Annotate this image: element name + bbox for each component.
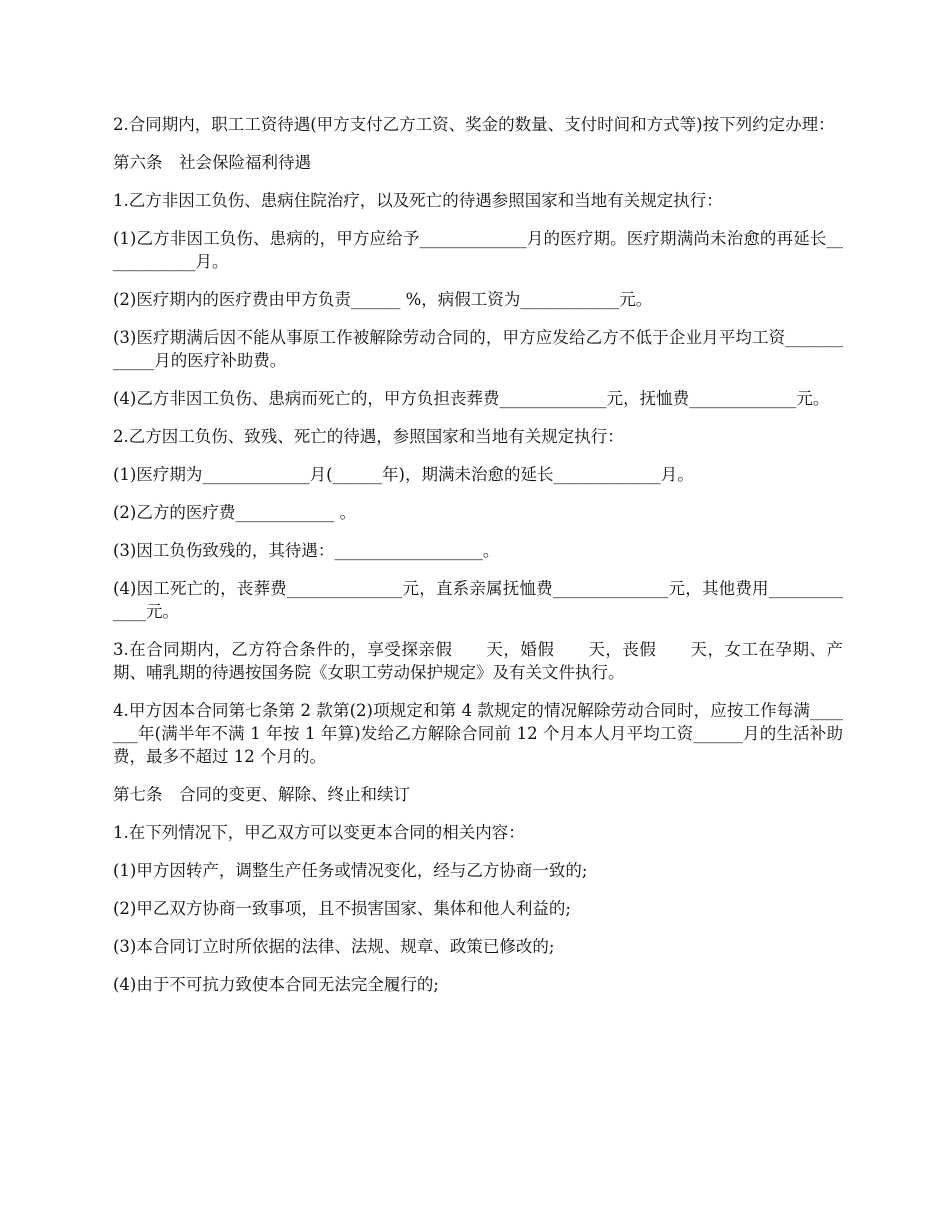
item-force-majeure: (4)由于不可抗力致使本合同无法完全履行的; xyxy=(113,975,439,994)
clause-termination-subsidy: 4.甲方因本合同第七条第 2 款第(2)项规定和第 4 款规定的情况解除劳动合同时，应按工作每满_______年(满半年不满 1 年按 1 年算)发给乙方解除合同前 12 个月本人月平均工资______月的生活补助费，最多不超过 12 个月的。 xyxy=(113,701,843,766)
clause-leave-entitlements: 3.在合同期内，乙方符合条件的，享受探亲假 天，婚假 天，丧假 天，女工在孕期、产期、哺乳期的待遇按国务院《女职工劳动保护规定》及有关文件执行。 xyxy=(113,640,843,682)
clause-work-injury: 2.乙方因工负伤、致残、死亡的待遇，参照国家和当地有关规定执行： xyxy=(113,427,624,446)
clause-non-work-injury: 1.乙方非因工负伤、患病住院治疗，以及死亡的待遇参照国家和当地有关规定执行： xyxy=(113,191,723,210)
item-death-benefits: (4)乙方非因工负伤、患病而死亡的，甲方负担丧葬费_____________元，抚恤费_____________元。 xyxy=(113,389,830,408)
item-medical-expenses: (2)医疗期内的医疗费由甲方负责______ %，病假工资为____________元。 xyxy=(113,290,653,309)
document-page xyxy=(113,113,843,1011)
item-medical-period: (1)乙方非因工负伤、患病的，甲方应给予_____________月的医疗期。医疗期满尚未治愈的再延长____________月。 xyxy=(113,229,843,271)
clause-wage-arrangement: 2.合同期内，职工工资待遇(甲方支付乙方工资、奖金的数量、支付时间和方式等)按下列约定办理： xyxy=(113,115,835,134)
item-law-amended: (3)本合同订立时所依据的法律、法规、规章、政策已修改的; xyxy=(113,937,555,956)
item-disability-benefits: (3)因工负伤致残的，其待遇：__________________。 xyxy=(113,541,500,560)
clause-contract-change: 1.在下列情况下，甲乙双方可以变更本合同的相关内容： xyxy=(113,823,525,842)
article-6-heading: 第六条 社会保险福利待遇 xyxy=(113,153,311,172)
item-mutual-agreement: (2)甲乙双方协商一致事项，且不损害国家、集体和他人利益的; xyxy=(113,899,571,918)
item-work-death-benefits: (4)因工死亡的，丧葬费______________元，直系亲属抚恤费______________元，其他费用_____________元。 xyxy=(113,579,843,621)
item-medical-subsidy: (3)医疗期满后因不能从事原工作被解除劳动合同的，甲方应发给乙方不低于企业月平均工资____________月的医疗补助费。 xyxy=(113,328,843,370)
item-production-change: (1)甲方因转产，调整生产任务或情况变化，经与乙方协商一致的; xyxy=(113,861,588,880)
item-work-injury-medical-period: (1)医疗期为_____________月(______年)，期满未治愈的延长_____________月。 xyxy=(113,465,694,484)
item-work-injury-medical-fee: (2)乙方的医疗费____________ 。 xyxy=(113,503,357,522)
article-7-heading: 第七条 合同的变更、解除、终止和续订 xyxy=(113,785,410,804)
